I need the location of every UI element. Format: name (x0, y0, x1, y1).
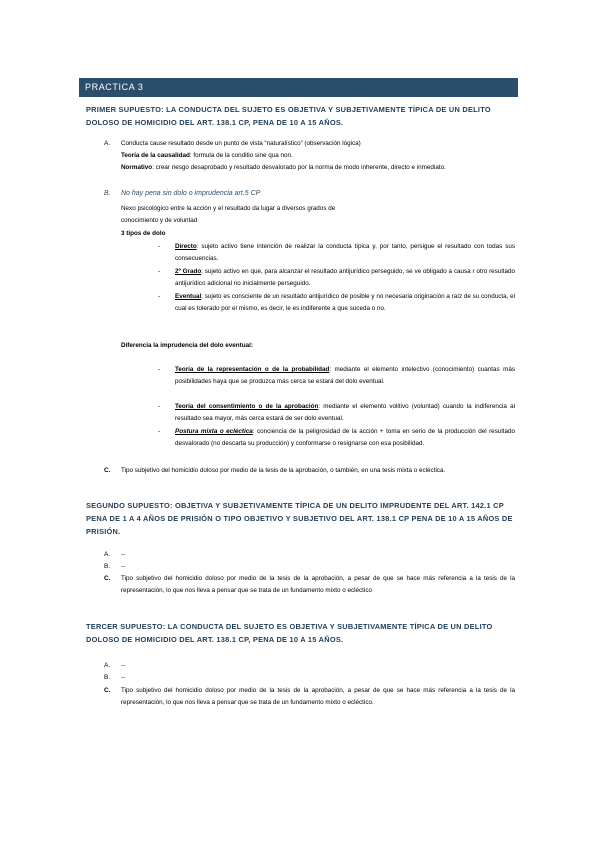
s2-c-text: Tipo subjetivo del homicidio doloso por medio de la tesis de la aprobación, a pesar de que se hace más referencia a la tesis de la representación, lo que nos lleva a pensar que se trata de un fundamento mixto o ecléctico (121, 575, 515, 594)
bullet: - (158, 243, 161, 250)
s1-a-line2 (121, 150, 293, 162)
causality-label: Teoría de la causalidad (121, 152, 190, 159)
s1-tipos-dolo: 3 tipos de dolo (121, 230, 166, 237)
s1-b-line2: conocimiento y de voluntad (121, 217, 198, 224)
dolo-2grado-text: : sujeto activo en que, para alcanzar el resultado antijurídico perseguido, se ve obligado a causa r otro resultado antijurídico adicional no inicialmente perseguido. (175, 268, 515, 287)
s1-b-heading: No hay pena sin dolo o imprudencia art.5 CP (121, 190, 261, 197)
teoria2-label: Teoría del consentimiento o de la aprobación (175, 403, 319, 410)
section1-heading: PRIMER SUPUESTO: LA CONDUCTA DEL SUJETO ES OBJETIVA Y SUBJETIVAMENTE TÍPICA DE UN DELITO DOLOSO DE HOMICIDIO DEL ART. 138.1 CP, PENA DE 10 A 15 AÑOS. (86, 105, 491, 127)
teoria1-text: : mediante el elemento intelectivo (conocimiento) cuantas más posibilidades haya que se produzca más cerca se estará del dolo eventual. (175, 366, 515, 385)
s2-c-marker: C. (104, 575, 111, 582)
s1-b-marker: B. (104, 190, 111, 197)
normative-text: : crear riesgo desaprobado y resultado desvalorado por la norma de modo inherente, directo e inmediato. (152, 164, 446, 171)
bullet: - (158, 366, 161, 373)
teoria3-label: Postura mixta o ecléctica (175, 428, 253, 435)
practice-title-banner: PRACTICA 3 (79, 78, 518, 97)
dolo-directo-label: Directo (175, 243, 197, 250)
s3-a-text: -- (121, 662, 126, 669)
section3-heading: TERCER SUPUESTO: LA CONDUCTA DEL SUJETO ES OBJETIVA Y SUBJETIVAMENTE TÍPICA DE UN DELITO DOLOSO DE HOMICIDIO DEL ART. 138.1 CP, PENA DE 10 A 15 AÑOS. (86, 622, 493, 644)
teoria1-label: Teoría de la representación o de la probabilidad (175, 366, 330, 373)
dolo-directo-text: : sujeto activo tiene intención de realizar la conducta típica y, por tanto, persigue el resultado con todas sus consecuencias. (175, 243, 515, 262)
s2-b-marker: B. (104, 563, 111, 570)
dolo-segundo-grado (175, 266, 515, 290)
teoria-representacion (175, 364, 515, 388)
causality-text: : formula de la conditio sine qua non. (189, 152, 293, 159)
s2-a-marker: A. (104, 551, 111, 558)
teoria-consentimiento (175, 401, 515, 425)
dolo-directo (175, 241, 515, 265)
s1-a-line3 (121, 162, 515, 174)
s3-b-text: -- (121, 674, 126, 681)
s3-c-marker: C. (104, 687, 111, 694)
bullet: - (158, 428, 161, 435)
dolo-2grado-label: 2º Grado (175, 268, 202, 275)
s3-b-marker: B. (104, 674, 111, 681)
diferencia-heading: Diferencia la imprudencia del dolo eventual: (121, 342, 253, 349)
bullet: - (158, 403, 161, 410)
s1-a-marker: A. (104, 140, 111, 147)
s1-a-line1: Conducta cause resultado desde un punto de vista “naturalístico” (observación lógica) (121, 140, 361, 147)
s3-c-text: Tipo subjetivo del homicidio doloso por medio de la tesis de la aprobación, a pesar de que se hace más referencia a la tesis de la representación, lo que nos lleva a pensar que se trata de un fundamento mixto o ecléctico. (121, 687, 515, 706)
s2-a-text: -- (121, 551, 126, 558)
section2-heading: SEGUNDO SUPUESTO: OBJETIVA Y SUBJETIVAMENTE TÍPICA DE UN DELITO IMPRUDENTE DEL ART. 142.1 CP PENA DE 1 A 4 AÑOS DE PRISIÓN O TIPO OBJETIVO Y SUBJETIVO DEL ART. 138.1 CP PENA DE 10 A 15 AÑOS DE PRISIÓN. (86, 501, 513, 536)
s1-b-line1: Nexo psicológico entre la acción y el resultado da lugar a diversos grados de (121, 205, 336, 212)
dolo-eventual (175, 291, 515, 315)
s3-a-marker: A. (104, 662, 111, 669)
teoria3-text: : conciencia de la peligrosidad de la acción + toma en serio de la producción del resultado desvalorado (no descarta su producción) y conformarse o resignarse con esa posibilidad. (175, 428, 515, 447)
s1-c-marker: C. (104, 467, 111, 474)
bullet: - (158, 268, 161, 275)
postura-mixta (175, 426, 515, 450)
teoria2-text: : mediante el elemento volitivo (voluntad) cuando la indiferencia al resultado sea mayor, más cerca estará de ser dolo eventual. (175, 403, 515, 422)
s1-c-text: Tipo subjetivo del homicidio doloso por medio de la tesis de la aprobación, o también, en una tesis mixta o ecléctica. (121, 467, 446, 474)
s2-b-text: -- (121, 563, 126, 570)
normative-label: Normativo (121, 164, 153, 171)
bullet: - (158, 293, 161, 300)
dolo-eventual-text: : sujeto es consciente de un resultado antijurídico de posible y no necesaria originación a raíz de su conducta, el cual es tolerado por el mismo, es decir, le es indiferente a que suceda o no. (175, 293, 515, 312)
dolo-eventual-label: Eventual (175, 293, 202, 300)
